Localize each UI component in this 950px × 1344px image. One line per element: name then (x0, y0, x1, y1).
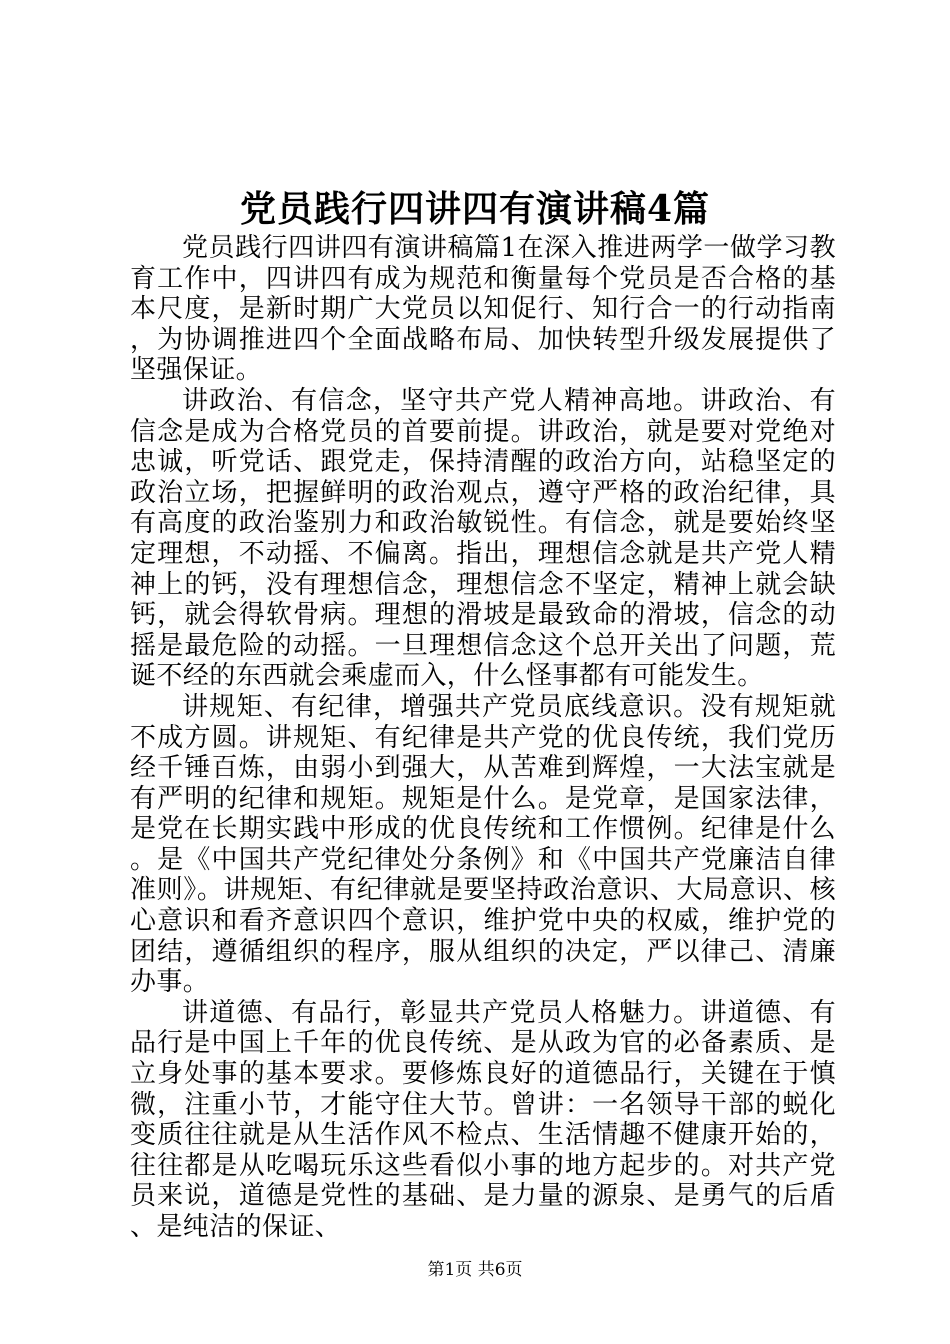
paragraph-3: 讲规矩、有纪律，增强共产党员底线意识。没有规矩就不成方圆。讲规矩、有纪律是共产党的优良传统，我们党历经千锤百炼，由弱小到强大，从苦难到辉煌，一大法宝就是有严明的纪律和规矩。规矩是什么。是党章，是国家法律，是党在长期实践中形成的优良传统和工作惯例。纪律是什么。是《中国共产党纪律处分条例》和《中国共产党廉洁自律准则》。讲规矩、有纪律就是要坚持政治意识、大局意识、核心意识和看齐意识四个意识，维护党中央的权威，维护党的团结，遵循组织的程序，服从组织的决定，严以律己、清廉办事。 (130, 691, 836, 998)
paragraph-4: 讲道德、有品行，彰显共产党员人格魅力。讲道德、有品行是中国上千年的优良传统、是从政为官的必备素质、是立身处事的基本要求。要修炼良好的道德品行，关键在于慎微，注重小节，才能守住大节。曾讲：一名领导干部的蜕化变质往往就是从生活作风不检点、生活情趣不健康开始的，往往都是从吃喝玩乐这些看似小事的地方起步的。对共产党员来说，道德是党性的基础、是力量的源泉、是勇气的后盾、是纯洁的保证、 (130, 997, 836, 1242)
page-number-footer: 第1页 共6页 (427, 1260, 523, 1280)
document-body (130, 233, 836, 1243)
document-title: 党员践行四讲四有演讲稿4篇 (239, 188, 711, 230)
paragraph-1: 党员践行四讲四有演讲稿篇1在深入推进两学一做学习教育工作中，四讲四有成为规范和衡量每个党员是否合格的基本尺度，是新时期广大党员以知促行、知行合一的行动指南，为协调推进四个全面战略布局、加快转型升级发展提供了坚强保证。 (130, 233, 836, 386)
paragraph-2: 讲政治、有信念，坚守共产党人精神高地。讲政治、有信念是成为合格党员的首要前提。讲政治，就是要对党绝对忠诚，听党话、跟党走，保持清醒的政治方向，站稳坚定的政治立场，把握鲜明的政治观点，遵守严格的政治纪律，具有高度的政治鉴别力和政治敏锐性。有信念，就是要始终坚定理想，不动摇、不偏离。指出，理想信念就是共产党人精神上的钙，没有理想信念，理想信念不坚定，精神上就会缺钙，就会得软骨病。理想的滑坡是最致命的滑坡，信念的动摇是最危险的动摇。一旦理想信念这个总开关出了问题，荒诞不经的东西就会乘虚而入，什么怪事都有可能发生。 (130, 385, 836, 692)
